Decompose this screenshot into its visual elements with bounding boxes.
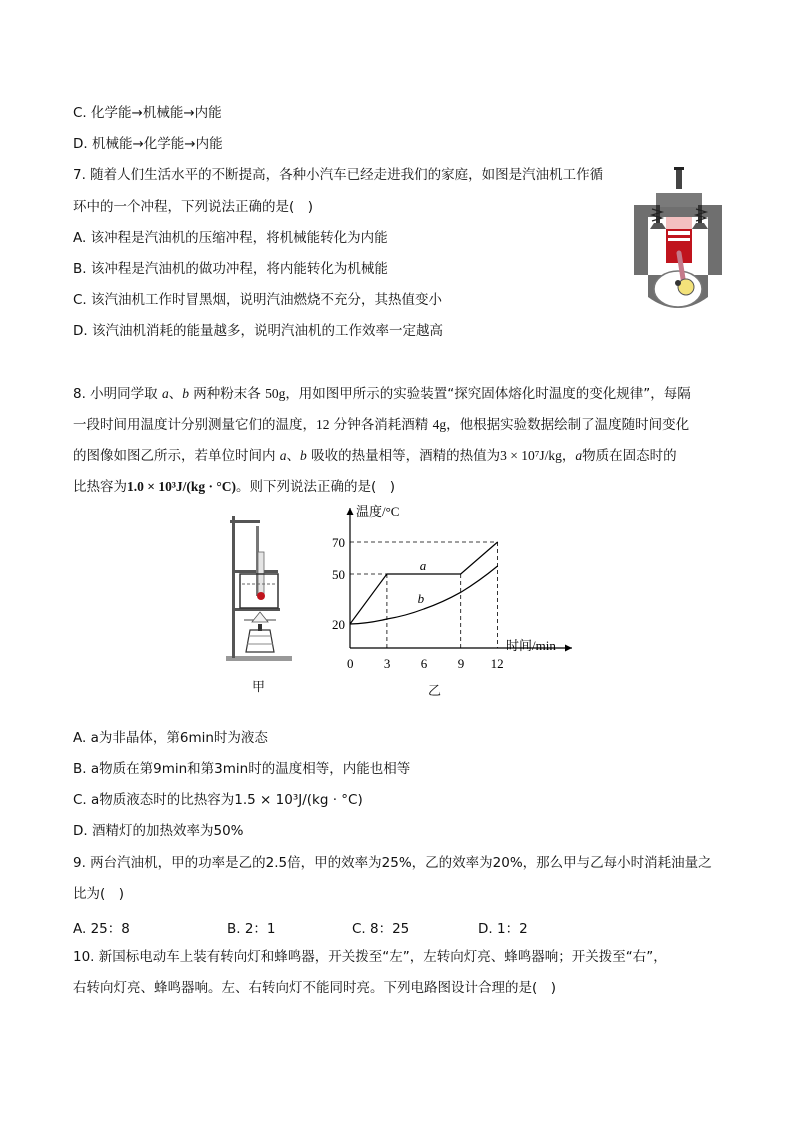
temperature-time-chart: [324, 500, 584, 672]
y-axis-label: 温度/°C: [356, 504, 400, 519]
engine-stroke-figure: [628, 165, 728, 321]
q9-option-d: D. 1：2: [478, 921, 528, 937]
q7-stem-line-2: 环中的一个冲程，下列说法正确的是( ): [73, 199, 314, 215]
q7-stem-line-1: 7. 随着人们生活水平的不断提高，各种小汽车已经走进我们的家庭，如图是汽油机工作循: [73, 167, 604, 183]
x-axis-label: 时间/min: [506, 638, 556, 653]
q8-option-a: A. a为非晶体，第6min时为液态: [73, 730, 268, 746]
q9-stem-line-1: 9. 两台汽油机，甲的功率是乙的2.5倍，甲的效率为25%，乙的效率为20%，那么甲与乙每小时消耗油量之: [73, 855, 712, 871]
figure-label-yi: 乙: [428, 684, 442, 699]
y-tick-label: 20: [332, 617, 345, 632]
q6-option-d: D. 机械能→化学能→内能: [73, 136, 223, 152]
figure-label-jia: 甲: [252, 680, 266, 695]
q8-stem-line-3: 的图像如图乙所示，若单位时间内 a、b 吸收的热量相等，酒精的热值为3 × 10⁷J/kg，a物质在固态时的: [73, 448, 677, 464]
x-tick-label: 3: [383, 656, 391, 671]
q7-option-d: D. 该汽油机消耗的能量越多，说明汽油机的工作效率一定越高: [73, 323, 443, 339]
q9-option-b: B. 2：1: [227, 921, 276, 937]
q7-option-c: C. 该汽油机工作时冒黑烟，说明汽油燃烧不充分，其热值变小: [73, 292, 443, 308]
series-label-b: b: [417, 591, 425, 606]
x-tick-label: 6: [420, 656, 428, 671]
y-tick-label: 50: [332, 567, 345, 582]
q10-stem-line-2: 右转向灯亮、蜂鸣器响。左、右转向灯不能同时亮。下列电路图设计合理的是( ): [73, 980, 557, 996]
series-label-a: a: [419, 558, 427, 573]
q8-stem-line-2: 一段时间用温度计分别测量它们的温度，12 分钟各消耗酒精 4g，他根据实验数据绘制了温度随时间变化: [73, 417, 690, 433]
q9-option-c: C. 8：25: [352, 921, 410, 937]
q9-stem-line-2: 比为( ): [73, 886, 125, 902]
q8-option-c: C. a物质液态时的比热容为1.5 × 10³J/(kg · °C): [73, 792, 363, 808]
q6-option-c: C. 化学能→机械能→内能: [73, 105, 222, 121]
q8-option-b: B. a物质在第9min和第3min时的温度相等，内能也相等: [73, 761, 411, 777]
x-tick-label: 9: [457, 656, 465, 671]
q7-option-b: B. 该冲程是汽油机的做功冲程，将内能转化为机械能: [73, 261, 388, 277]
y-tick-label: 70: [332, 535, 345, 550]
x-tick-label: 12: [490, 656, 504, 671]
apparatus-figure: [222, 512, 298, 664]
q10-stem-line-1: 10. 新国标电动车上装有转向灯和蜂鸣器，开关拨至“左”，左转向灯亮、蜂鸣器响；开关拨至“右”，: [73, 949, 667, 965]
q8-stem-line-4: 比热容为1.0 × 10³J/(kg · °C)。则下列说法正确的是( ): [73, 479, 396, 495]
q8-stem-line-1: 8. 小明同学取 a、b 两种粉末各 50g，用如图甲所示的实验装置“探究固体熔化时温度的变化规律”，每隔: [73, 386, 691, 402]
x-tick-label: 0: [347, 656, 354, 671]
q7-option-a: A. 该冲程是汽油机的压缩冲程，将机械能转化为内能: [73, 230, 388, 246]
q9-option-a: A. 25：8: [73, 921, 130, 937]
q8-option-d: D. 酒精灯的加热效率为50%: [73, 823, 244, 839]
